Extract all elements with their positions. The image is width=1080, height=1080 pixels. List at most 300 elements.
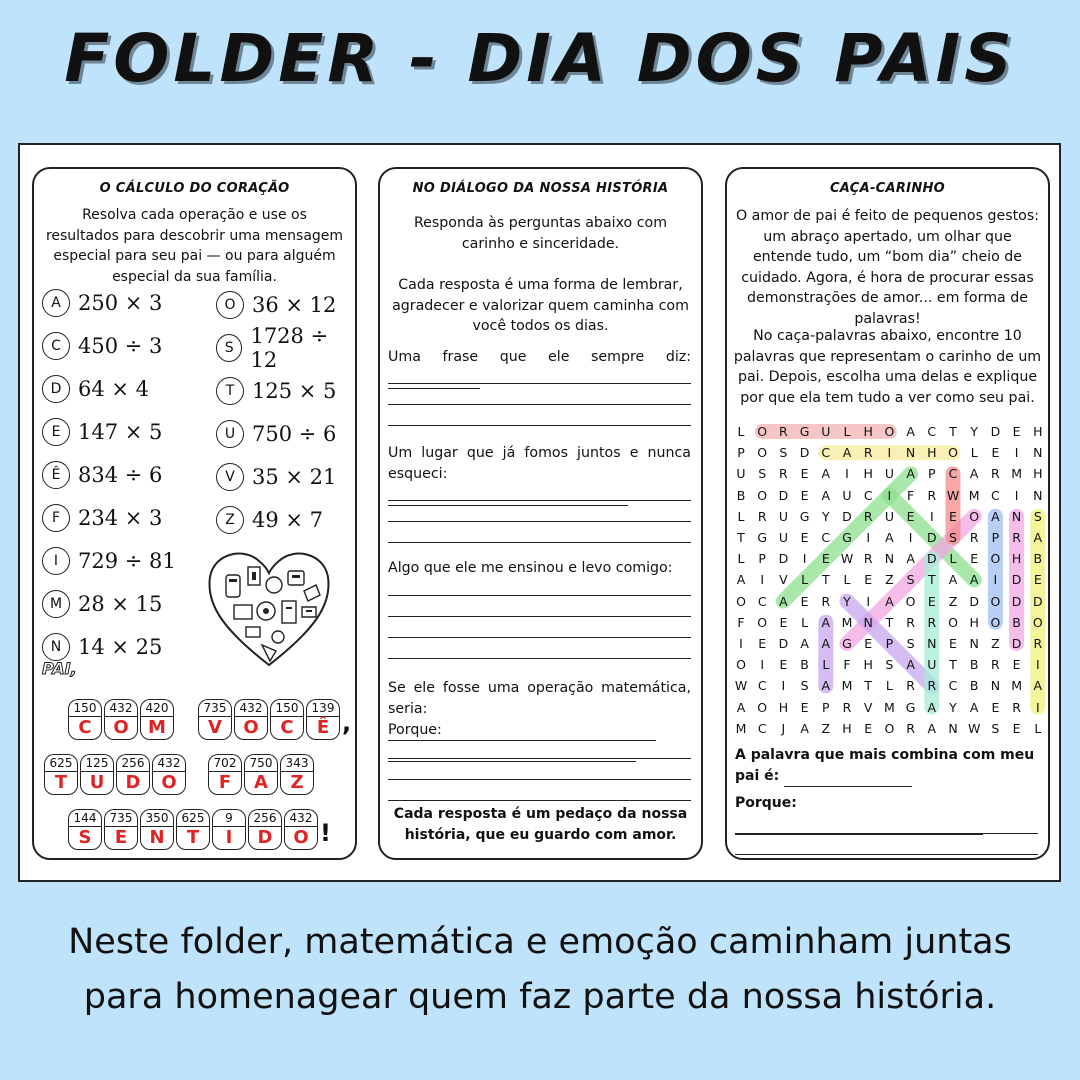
grid-letter[interactable]: H: [778, 699, 789, 715]
grid-letter[interactable]: C: [821, 530, 831, 545]
grid-letter[interactable]: R: [842, 699, 852, 715]
grid-letter[interactable]: A: [906, 657, 915, 673]
grid-letter[interactable]: E: [800, 699, 809, 715]
grid-letter[interactable]: G: [799, 424, 810, 439]
grid-letter[interactable]: I: [739, 636, 743, 651]
grid-letter[interactable]: C: [948, 466, 958, 482]
grid-letter[interactable]: O: [757, 445, 768, 461]
grid-letter[interactable]: F: [843, 657, 851, 673]
grid-letter[interactable]: H: [863, 657, 873, 673]
grid-letter[interactable]: E: [991, 445, 1000, 461]
operation-letter: F: [42, 504, 70, 532]
cell-letter[interactable]: Z: [280, 771, 314, 795]
grid-letter[interactable]: B: [1033, 551, 1043, 567]
cell-letter[interactable]: E: [104, 826, 138, 850]
grid-letter[interactable]: O: [757, 614, 768, 630]
grid-letter[interactable]: E: [800, 593, 809, 609]
grid-letter[interactable]: H: [969, 614, 979, 630]
grid-letter[interactable]: P: [822, 699, 830, 715]
grid-letter[interactable]: G: [905, 699, 916, 715]
grid-letter[interactable]: B: [969, 657, 979, 673]
grid-letter[interactable]: I: [866, 530, 871, 545]
grid-letter[interactable]: E: [758, 636, 767, 651]
grid-letter[interactable]: A: [821, 614, 831, 630]
grid-letter[interactable]: E: [949, 636, 957, 651]
grid-letter[interactable]: U: [842, 487, 852, 503]
operation-expression: 729 ÷ 81: [78, 549, 176, 573]
answer-line[interactable]: [388, 425, 691, 426]
grid-letter[interactable]: M: [735, 720, 747, 736]
grid-letter[interactable]: T: [949, 657, 957, 673]
grid-letter[interactable]: D: [926, 551, 937, 567]
grid-letter[interactable]: R: [779, 466, 788, 482]
grid-letter[interactable]: U: [884, 508, 894, 524]
cell-letter[interactable]: D: [116, 771, 150, 795]
answer-line[interactable]: [388, 658, 691, 659]
grid-letter[interactable]: I: [929, 508, 934, 524]
cell-letter[interactable]: I: [212, 826, 246, 850]
grid-letter[interactable]: I: [887, 445, 892, 461]
grid-letter[interactable]: B: [969, 678, 979, 694]
cell-letter[interactable]: S: [68, 826, 102, 850]
grid-letter[interactable]: T: [885, 614, 894, 630]
grid-letter[interactable]: P: [737, 445, 745, 461]
cell-letter[interactable]: T: [44, 771, 78, 795]
grid-letter[interactable]: C: [757, 720, 767, 736]
grid-letter[interactable]: Z: [948, 593, 958, 609]
panel-intro-2: Cada resposta é uma forma de lembrar, agradecer e valorizar quem caminha com você todos os dias.: [392, 277, 689, 334]
answer-line[interactable]: [388, 404, 691, 405]
grid-letter[interactable]: D: [990, 424, 1001, 439]
message-cell: [176, 809, 210, 850]
grid-letter[interactable]: O: [905, 593, 916, 609]
grid-letter[interactable]: N: [1033, 445, 1043, 461]
grid-letter[interactable]: L: [843, 572, 851, 588]
grid-letter[interactable]: H: [927, 445, 937, 461]
operation-expression: 49 × 7: [252, 508, 324, 532]
grid-letter[interactable]: G: [842, 530, 852, 545]
panel-caca-carinho: [725, 167, 1050, 860]
grid-letter[interactable]: J: [781, 720, 786, 736]
grid-letter[interactable]: E: [1012, 720, 1021, 736]
grid-letter[interactable]: E: [779, 657, 788, 673]
grid-letter[interactable]: P: [758, 551, 766, 567]
grid-letter[interactable]: W: [840, 551, 854, 567]
grid-letter[interactable]: M: [841, 678, 853, 694]
grid-letter[interactable]: E: [779, 614, 788, 630]
grid-letter[interactable]: M: [883, 699, 895, 715]
grid-letter[interactable]: E: [800, 466, 809, 482]
grid-letter[interactable]: A: [821, 678, 831, 694]
answer-line[interactable]: [388, 383, 691, 384]
grid-letter[interactable]: G: [757, 530, 768, 545]
grid-letter[interactable]: A: [906, 551, 915, 567]
grid-letter[interactable]: D: [1011, 593, 1022, 609]
grid-letter[interactable]: L: [801, 572, 809, 588]
grid-letter[interactable]: A: [800, 720, 809, 736]
cell-letter[interactable]: U: [80, 771, 114, 795]
grid-letter[interactable]: G: [799, 508, 810, 524]
grid-letter[interactable]: L: [1034, 720, 1042, 736]
grid-letter[interactable]: W: [968, 720, 981, 736]
grid-letter[interactable]: C: [863, 487, 873, 503]
grid-letter[interactable]: T: [949, 424, 957, 439]
grid-letter[interactable]: A: [906, 424, 915, 439]
grid-letter[interactable]: R: [1012, 530, 1021, 545]
grid-letter[interactable]: A: [969, 699, 979, 715]
grid-letter[interactable]: U: [778, 508, 788, 524]
grid-letter[interactable]: R: [906, 720, 915, 736]
grid-letter[interactable]: Y: [970, 424, 978, 439]
grid-letter[interactable]: A: [906, 466, 915, 482]
grid-letter[interactable]: R: [821, 593, 831, 609]
grid-letter[interactable]: L: [885, 678, 893, 694]
grid-letter[interactable]: P: [991, 530, 1000, 545]
grid-letter[interactable]: D: [778, 551, 789, 567]
grid-letter[interactable]: I: [1014, 445, 1019, 461]
grid-letter[interactable]: O: [884, 424, 895, 439]
grid-letter[interactable]: R: [906, 614, 915, 630]
grid-letter[interactable]: E: [864, 572, 873, 588]
cell-letter[interactable]: Ê: [306, 716, 340, 740]
operation-row: [216, 461, 336, 493]
grid-letter[interactable]: N: [905, 445, 916, 461]
message-cell: [140, 699, 174, 740]
grid-letter[interactable]: M: [841, 614, 853, 630]
grid-letter[interactable]: Z: [885, 572, 894, 588]
grid-letter[interactable]: O: [948, 614, 958, 630]
grid-letter[interactable]: A: [779, 593, 788, 609]
grid-letter[interactable]: R: [927, 487, 937, 503]
grid-letter[interactable]: L: [822, 657, 830, 673]
answer-line[interactable]: [388, 500, 691, 501]
grid-letter[interactable]: T: [821, 572, 830, 588]
grid-letter[interactable]: P: [928, 466, 936, 482]
punctuation: !: [320, 819, 331, 847]
grid-letter[interactable]: O: [757, 487, 768, 503]
grid-letter[interactable]: I: [866, 593, 871, 609]
cell-number: 150: [68, 699, 102, 716]
grid-letter[interactable]: S: [1033, 508, 1042, 524]
grid-letter[interactable]: U: [927, 657, 937, 673]
grid-letter[interactable]: I: [845, 466, 849, 482]
grid-letter[interactable]: L: [737, 424, 745, 439]
grid-letter[interactable]: E: [949, 508, 957, 524]
grid-letter[interactable]: A: [736, 572, 746, 588]
operation-expression: 125 × 5: [252, 379, 337, 403]
grid-letter[interactable]: C: [991, 487, 1000, 503]
grid-letter[interactable]: N: [948, 720, 958, 736]
grid-letter[interactable]: H: [1033, 466, 1043, 482]
grid-letter[interactable]: N: [884, 551, 895, 567]
operation-row: [42, 588, 162, 620]
cell-number: 343: [280, 754, 314, 771]
grid-letter[interactable]: M: [968, 487, 980, 503]
grid-letter[interactable]: E: [800, 487, 809, 503]
cell-letter[interactable]: F: [208, 771, 242, 795]
grid-letter[interactable]: U: [736, 466, 746, 482]
grid-letter[interactable]: V: [779, 572, 788, 588]
grid-letter[interactable]: L: [737, 551, 745, 567]
grid-letter[interactable]: A: [948, 572, 958, 588]
grid-letter[interactable]: L: [970, 445, 978, 461]
grid-letter[interactable]: L: [949, 551, 957, 567]
grid-letter[interactable]: I: [760, 572, 765, 588]
grid-letter[interactable]: O: [948, 445, 958, 461]
grid-letter[interactable]: D: [778, 636, 789, 651]
operation-expression: 35 × 21: [252, 465, 337, 489]
grid-letter[interactable]: G: [842, 636, 852, 651]
cell-letter[interactable]: A: [244, 771, 278, 795]
grid-letter[interactable]: D: [842, 508, 852, 524]
grid-letter[interactable]: N: [927, 636, 937, 651]
answer-line[interactable]: [388, 542, 691, 543]
grid-letter[interactable]: R: [757, 508, 767, 524]
grid-letter[interactable]: H: [1011, 551, 1022, 567]
operation-letter: Z: [216, 506, 244, 534]
grid-letter[interactable]: A: [927, 699, 937, 715]
grid-letter[interactable]: D: [778, 487, 789, 503]
grid-letter[interactable]: I: [993, 572, 998, 588]
grid-letter[interactable]: A: [969, 466, 979, 482]
grid-letter[interactable]: D: [1011, 572, 1022, 588]
cell-letter[interactable]: M: [140, 716, 174, 740]
grid-letter[interactable]: A: [991, 508, 1000, 524]
grid-letter[interactable]: T: [737, 530, 745, 545]
grid-letter[interactable]: E: [821, 551, 830, 567]
answer-line[interactable]: [388, 758, 691, 759]
grid-letter[interactable]: O: [736, 657, 746, 673]
answer-line[interactable]: [388, 800, 691, 801]
grid-letter[interactable]: T: [864, 678, 872, 694]
grid-letter[interactable]: S: [991, 720, 1000, 736]
grid-letter[interactable]: R: [863, 445, 873, 461]
grid-letter[interactable]: U: [778, 530, 788, 545]
cell-letter[interactable]: T: [176, 826, 210, 850]
grid-letter[interactable]: A: [800, 636, 809, 651]
grid-letter[interactable]: E: [991, 699, 1000, 715]
grid-letter[interactable]: R: [969, 530, 979, 545]
grid-letter[interactable]: Y: [949, 699, 957, 715]
grid-letter[interactable]: Z: [821, 720, 831, 736]
footer-caption: [0, 915, 1080, 1025]
grid-letter[interactable]: U: [884, 466, 894, 482]
grid-letter[interactable]: W: [734, 678, 748, 694]
grid-letter[interactable]: R: [1033, 636, 1043, 651]
grid-letter[interactable]: C: [821, 445, 831, 461]
operation-letter: I: [42, 547, 70, 575]
grid-letter[interactable]: E: [1012, 657, 1021, 673]
grid-letter[interactable]: A: [821, 636, 831, 651]
grid-letter[interactable]: C: [927, 424, 937, 439]
cell-letter[interactable]: O: [104, 716, 138, 740]
operation-expression: 834 ÷ 6: [78, 463, 163, 487]
operation-row: [42, 502, 162, 534]
grid-letter[interactable]: A: [1033, 678, 1043, 694]
panel-closing: Cada resposta é um pedaço da nossa história, que eu guardo com amor.: [393, 806, 688, 843]
grid-letter[interactable]: N: [990, 678, 1001, 694]
grid-letter[interactable]: F: [737, 614, 745, 630]
answer-line[interactable]: [388, 779, 691, 780]
answer-line[interactable]: [388, 595, 691, 596]
grid-letter[interactable]: B: [1012, 614, 1021, 630]
grid-letter[interactable]: S: [779, 445, 788, 461]
grid-letter[interactable]: R: [991, 466, 1000, 482]
grid-letter[interactable]: H: [863, 466, 873, 482]
grid-letter[interactable]: T: [927, 572, 936, 588]
grid-letter[interactable]: S: [906, 636, 915, 651]
grid-letter[interactable]: R: [1012, 699, 1021, 715]
grid-letter[interactable]: D: [969, 593, 979, 609]
message-cell: [280, 754, 314, 795]
grid-letter[interactable]: S: [800, 678, 809, 694]
grid-letter[interactable]: E: [927, 593, 936, 609]
grid-letter[interactable]: Y: [843, 593, 851, 609]
operation-letter: M: [42, 590, 70, 618]
grid-letter[interactable]: B: [736, 487, 746, 503]
grid-letter[interactable]: I: [1035, 657, 1040, 673]
grid-letter[interactable]: I: [1035, 699, 1040, 715]
answer-line[interactable]: [388, 521, 691, 522]
page-title: FOLDER - DIA DOS PAIS: [64, 20, 1016, 97]
grid-letter[interactable]: N: [1033, 487, 1043, 503]
grid-letter[interactable]: D: [799, 445, 810, 461]
cell-number: 432: [284, 809, 318, 826]
grid-letter[interactable]: D: [926, 530, 937, 545]
punctuation: ,: [342, 709, 352, 737]
grid-letter[interactable]: A: [1033, 530, 1043, 545]
grid-letter[interactable]: O: [736, 593, 746, 609]
grid-letter[interactable]: F: [906, 487, 915, 503]
grid-letter[interactable]: I: [802, 551, 807, 567]
panel-title: NO DIÁLOGO DA NOSSA HISTÓRIA: [412, 181, 669, 196]
grid-letter[interactable]: W: [946, 487, 960, 503]
answer-line[interactable]: [735, 833, 1038, 834]
cell-number: 9: [212, 809, 246, 826]
panel-intro-1: Responda às perguntas abaixo com carinho e sinceridade.: [413, 215, 668, 252]
grid-letter[interactable]: O: [1032, 614, 1043, 630]
grid-letter[interactable]: R: [863, 508, 873, 524]
grid-letter[interactable]: E: [864, 636, 873, 651]
question-4: Se ele fosse uma operação matemática, seria:: [388, 678, 691, 741]
answer-line[interactable]: [388, 616, 691, 617]
grid-letter[interactable]: S: [906, 572, 915, 588]
grid-letter[interactable]: E: [864, 720, 873, 736]
grid-letter[interactable]: L: [843, 424, 851, 439]
cell-letter[interactable]: V: [198, 716, 232, 740]
grid-letter[interactable]: O: [990, 551, 1001, 567]
grid-letter[interactable]: O: [884, 720, 895, 736]
message-word: [198, 699, 351, 740]
grid-letter[interactable]: Z: [991, 636, 1000, 651]
cell-letter[interactable]: C: [68, 716, 102, 740]
operation-row: [42, 287, 162, 319]
operation-row: [216, 324, 355, 372]
grid-letter[interactable]: I: [1014, 487, 1019, 503]
grid-letter[interactable]: N: [969, 636, 979, 651]
grid-letter[interactable]: S: [758, 466, 767, 482]
grid-letter[interactable]: S: [949, 530, 957, 545]
grid-letter[interactable]: O: [757, 699, 768, 715]
grid-letter[interactable]: U: [821, 424, 831, 439]
grid-letter[interactable]: A: [969, 572, 979, 588]
grid-letter[interactable]: R: [991, 657, 1000, 673]
grid-letter[interactable]: B: [800, 657, 809, 673]
message-cell: [306, 699, 340, 740]
grid-letter[interactable]: A: [821, 487, 831, 503]
grid-letter[interactable]: S: [885, 657, 894, 673]
grid-letter[interactable]: Y: [821, 508, 830, 524]
question-2: Um lugar que já fomos juntos e nunca esqueci:: [388, 443, 691, 506]
grid-letter[interactable]: L: [801, 614, 809, 630]
answer-line[interactable]: [388, 637, 691, 638]
grid-letter[interactable]: O: [969, 508, 980, 524]
grid-letter[interactable]: A: [885, 593, 894, 609]
cell-letter[interactable]: O: [284, 826, 318, 850]
grid-letter[interactable]: A: [842, 445, 852, 461]
grid-letter[interactable]: I: [760, 657, 765, 673]
cell-number: 432: [234, 699, 268, 716]
grid-letter[interactable]: N: [863, 614, 873, 630]
grid-letter[interactable]: O: [757, 424, 768, 439]
grid-letter[interactable]: E: [906, 508, 915, 524]
cell-letter[interactable]: O: [234, 716, 268, 740]
grid-letter[interactable]: R: [779, 424, 788, 439]
answer-line[interactable]: [735, 854, 1038, 855]
grid-letter[interactable]: V: [863, 699, 873, 715]
grid-letter[interactable]: I: [908, 530, 913, 545]
grid-letter[interactable]: O: [990, 593, 1001, 609]
cell-letter[interactable]: O: [152, 771, 186, 795]
grid-letter[interactable]: O: [990, 614, 1001, 630]
grid-letter[interactable]: R: [906, 678, 915, 694]
grid-letter[interactable]: E: [1033, 572, 1042, 588]
grid-letter[interactable]: C: [757, 593, 767, 609]
grid-letter[interactable]: R: [927, 614, 937, 630]
operation-letter: E: [42, 418, 70, 446]
cell-number: 350: [140, 809, 174, 826]
message-cell: [244, 754, 278, 795]
grid-letter[interactable]: L: [737, 508, 745, 524]
cell-letter[interactable]: N: [140, 826, 174, 850]
grid-letter[interactable]: M: [1011, 466, 1022, 482]
grid-letter[interactable]: A: [927, 720, 937, 736]
operation-row: [42, 545, 176, 577]
grid-letter[interactable]: H: [842, 720, 852, 736]
grid-letter[interactable]: N: [1011, 508, 1022, 524]
cell-letter[interactable]: C: [270, 716, 304, 740]
grid-letter[interactable]: E: [800, 530, 809, 545]
grid-letter[interactable]: H: [863, 424, 873, 439]
grid-letter[interactable]: R: [863, 551, 873, 567]
grid-letter[interactable]: E: [970, 551, 979, 567]
grid-letter[interactable]: C: [757, 678, 767, 694]
grid-letter[interactable]: D: [1032, 593, 1043, 609]
grid-letter[interactable]: I: [781, 678, 786, 694]
grid-letter[interactable]: D: [1011, 636, 1022, 651]
grid-letter[interactable]: R: [927, 678, 937, 694]
grid-letter[interactable]: C: [948, 678, 958, 694]
grid-letter[interactable]: I: [887, 487, 892, 503]
grid-letter[interactable]: A: [821, 466, 831, 482]
grid-letter[interactable]: A: [885, 530, 894, 545]
grid-letter[interactable]: M: [1011, 678, 1022, 694]
grid-letter[interactable]: E: [1012, 424, 1021, 439]
grid-letter[interactable]: P: [885, 636, 894, 651]
grid-letter[interactable]: H: [1033, 424, 1043, 439]
cell-letter[interactable]: D: [248, 826, 282, 850]
grid-letter[interactable]: A: [736, 699, 746, 715]
